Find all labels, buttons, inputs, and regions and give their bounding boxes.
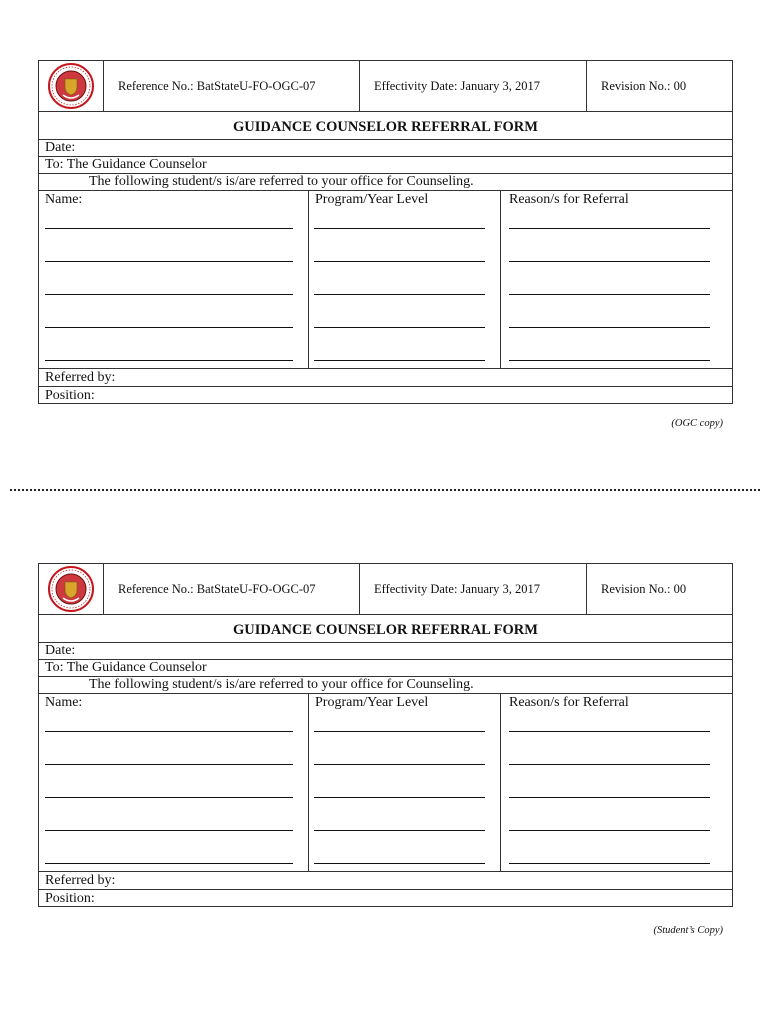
name-field[interactable] [45, 797, 293, 798]
cut-line-divider [10, 489, 760, 491]
date-field[interactable]: Date: [38, 139, 733, 156]
reason-field[interactable] [509, 797, 710, 798]
reason-field[interactable] [509, 360, 710, 361]
name-column-header: Name: [45, 192, 83, 207]
reference-number: Reference No.: BatStateU-FO-OGC-07 [104, 564, 360, 614]
reason-column [501, 191, 732, 368]
form-header [38, 60, 733, 112]
name-column [39, 191, 309, 368]
reason-column-header: Reason/s for Referral [509, 192, 629, 207]
name-field[interactable] [45, 294, 293, 295]
program-year-field[interactable] [314, 261, 485, 262]
reason-field[interactable] [509, 228, 710, 229]
name-field[interactable] [45, 830, 293, 831]
university-seal-logo [47, 565, 95, 613]
name-field[interactable] [45, 261, 293, 262]
name-column [39, 694, 309, 871]
reason-column [501, 694, 732, 871]
copy-label: (OGC copy) [671, 418, 723, 429]
name-field[interactable] [45, 360, 293, 361]
reason-field[interactable] [509, 830, 710, 831]
referral-form-student-copy [38, 563, 733, 936]
logo-cell [39, 61, 104, 111]
reason-field[interactable] [509, 261, 710, 262]
program-year-field[interactable] [314, 294, 485, 295]
addressee-line: To: The Guidance Counselor [38, 659, 733, 676]
date-field[interactable]: Date: [38, 642, 733, 659]
referred-by-field[interactable]: Referred by: [38, 871, 733, 889]
reference-number: Reference No.: BatStateU-FO-OGC-07 [104, 61, 360, 111]
effectivity-date: Effectivity Date: January 3, 2017 [360, 564, 587, 614]
reason-column-header: Reason/s for Referral [509, 695, 629, 710]
position-field[interactable]: Position: [38, 889, 733, 907]
addressee-line: To: The Guidance Counselor [38, 156, 733, 173]
program-year-field[interactable] [314, 360, 485, 361]
referred-by-field[interactable]: Referred by: [38, 368, 733, 386]
referral-form-ogc-copy [38, 60, 733, 429]
referral-intro-text: The following student/s is/are referred to your office for Counseling. [38, 173, 733, 190]
name-field[interactable] [45, 764, 293, 765]
referral-intro-text: The following student/s is/are referred to your office for Counseling. [38, 676, 733, 693]
program-year-column-header: Program/Year Level [315, 695, 429, 710]
reason-field[interactable] [509, 327, 710, 328]
name-field[interactable] [45, 327, 293, 328]
name-field[interactable] [45, 731, 293, 732]
position-field[interactable]: Position: [38, 386, 733, 404]
name-field[interactable] [45, 228, 293, 229]
program-year-column-header: Program/Year Level [315, 192, 429, 207]
student-referral-table [38, 693, 733, 871]
name-field[interactable] [45, 863, 293, 864]
reason-field[interactable] [509, 863, 710, 864]
reason-field[interactable] [509, 294, 710, 295]
form-title: GUIDANCE COUNSELOR REFERRAL FORM [38, 112, 733, 139]
effectivity-date: Effectivity Date: January 3, 2017 [360, 61, 587, 111]
program-year-field[interactable] [314, 731, 485, 732]
program-year-column [309, 191, 501, 368]
revision-number: Revision No.: 00 [601, 581, 687, 596]
program-year-field[interactable] [314, 327, 485, 328]
program-year-field[interactable] [314, 797, 485, 798]
program-year-field[interactable] [314, 764, 485, 765]
logo-cell [39, 564, 104, 614]
revision-number: Revision No.: 00 [601, 78, 687, 93]
name-column-header: Name: [45, 695, 83, 710]
program-year-field[interactable] [314, 830, 485, 831]
reason-field[interactable] [509, 731, 710, 732]
program-year-column [309, 694, 501, 871]
copy-label: (Student’s Copy) [653, 925, 723, 936]
form-title: GUIDANCE COUNSELOR REFERRAL FORM [38, 615, 733, 642]
student-referral-table [38, 190, 733, 368]
reason-field[interactable] [509, 764, 710, 765]
form-header [38, 563, 733, 615]
program-year-field[interactable] [314, 228, 485, 229]
program-year-field[interactable] [314, 863, 485, 864]
university-seal-logo [47, 62, 95, 110]
